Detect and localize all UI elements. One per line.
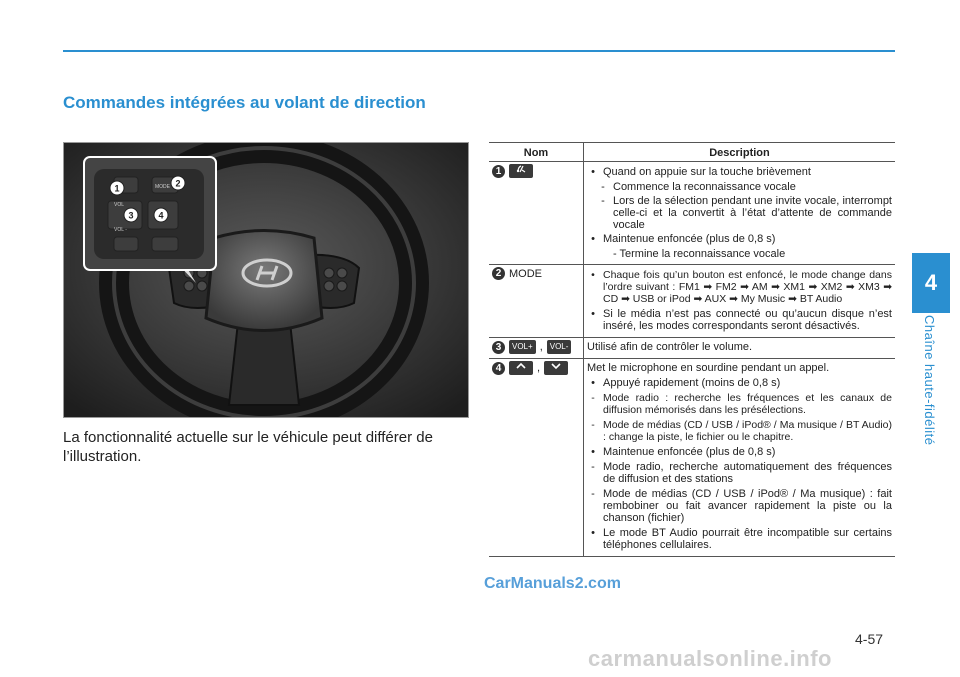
row-1-item-1: Quand on appuie sur la touche brièvement (603, 166, 811, 178)
row-2-description: • Chaque fois qu’un bouton est enfoncé, le mode change dans l’ordre suivant : FM1 ➡ FM2 ➡ AM ➡ XM1 ➡ XM2 ➡ XM3 ➡ CD ➡ USB or iPod ➡ AUX ➡ My Music ➡ BT Audio • Si le média n’est pas connecté ou qu’aucun disque n’est inséré, les modes correspondants seront désactivés. (591, 269, 892, 332)
controls-table (489, 142, 895, 557)
watermark-carmanualsonline: carmanualsonline.info (588, 646, 832, 671)
vol-down-key: VOL- (547, 340, 572, 354)
row-4-item-6: Mode radio, recherche automatiquement des fréquences de diffusion et des stations (603, 461, 892, 485)
chapter-number: 4 (924, 270, 938, 295)
key-separator: , (537, 362, 541, 374)
table-row (489, 359, 895, 557)
row-1-item-5: - Termine la reconnaissance vocale (613, 248, 786, 260)
row-3-item-1: Utilisé afin de contrôler le volume. (587, 341, 753, 353)
row-1-name (489, 162, 584, 265)
row-4-item-7: Mode de médias (CD / USB / iPod® / Ma musique) : fait rembobiner ou fait avancer rapidement la piste ou la chanson (fichier) (603, 488, 892, 524)
watermark-carmanuals2: CarManuals2.com (484, 575, 621, 592)
row-number-2: 2 (492, 267, 505, 280)
row-4-name (489, 359, 584, 557)
top-rule (63, 50, 895, 52)
chapter-tab (912, 253, 950, 313)
row-1-item-4: Maintenue enfoncée (plus de 0,8 s) (603, 233, 776, 245)
row-4-item-8: Le mode BT Audio pourrait être incompatible sur certains téléphones cellulaires. (603, 527, 892, 551)
header-description: Description (709, 147, 770, 159)
chevron-down-icon (544, 361, 568, 375)
row-2-item-2: Si le média n’est pas connecté ou qu’aucun disque n’est inséré, les modes correspondants seront désactivés. (603, 308, 892, 332)
vol-up-key: VOL+ (509, 340, 536, 354)
section-title: Commandes intégrées au volant de direction (63, 93, 426, 112)
table-row (489, 162, 895, 265)
row-4-item-2: Appuyé rapidement (moins de 0,8 s) (603, 377, 781, 389)
voice-recognition-icon (509, 164, 533, 178)
row-3-description (584, 338, 896, 359)
vol-switch-label: VOL (114, 202, 125, 208)
chapter-label: Chaîne haute-fidélité (922, 315, 937, 446)
callout-1: 1 (114, 183, 120, 194)
steering-wheel-illustration (63, 142, 469, 418)
row-2-item-1: Chaque fois qu’un bouton est enfoncé, le mode change dans l’ordre suivant : FM1 ➡ FM2 ➡ AM ➡ XM1 ➡ XM2 ➡ XM3 ➡ CD ➡ USB or iPod ➡ AUX ➡ My Music ➡ BT Audio (603, 269, 892, 305)
callout-2: 2 (175, 178, 181, 189)
row-1-item-2: Commence la reconnaissance vocale (613, 181, 796, 193)
row-3-name (489, 338, 584, 359)
row-number-4: 4 (492, 362, 505, 375)
row-number-1: 1 (492, 165, 505, 178)
table-header-row (489, 143, 895, 162)
mode-label: MODE (509, 267, 542, 280)
row-1-description: • Quand on appuie sur la touche brièvement - Commence la reconnaissance vocale - Lors de la sélection pendant une invite vocale, interrompt celle-ci et la convertit à l’état d’attente de commande vocale • Maintenue enfoncée (plus de 0,8 s) - Termine la reconnaissance vocale (591, 166, 892, 260)
steering-wheel-drawing (64, 143, 468, 417)
key-separator: , (539, 341, 543, 353)
row-1-item-3: Lors de la sélection pendant une invite vocale, interrompt celle-ci et la convertit à l’état d’attente de commande vocale (613, 195, 892, 231)
header-name: Nom (489, 143, 584, 162)
vol-minus-switch-label: VOL - (114, 227, 127, 233)
page-number: 4-57 (855, 631, 884, 647)
mode-switch-label: MODE (155, 184, 170, 190)
row-4-description: Met le microphone en sourdine pendant un appel. • Appuyé rapidement (moins de 0,8 s) - Mode radio : recherche les fréquences et les canaux de diffusion mémorisés dans les présélections. - Mode de médias (CD / USB / iPod® / Ma musique / BT Audio) : change la piste, le fichier ou le chapitre. • Maintenue enfoncée (plus de 0,8 s) - Mode radio, recherche automatiquement des fréquences de diffusion et des stations - Mode de médias (CD / USB / iPod® / Ma musique) : fait rembobiner ou fait avancer rapidement la piste ou la chanson (fichier) • Le mode BT Audio pourrait être incompatible sur certains téléphones cellulaires. (587, 362, 892, 551)
row-2-name (489, 265, 584, 338)
callout-3: 3 (128, 210, 134, 221)
chevron-up-icon (509, 361, 533, 375)
row-4-item-1: Met le microphone en sourdine pendant un appel. (587, 362, 830, 374)
table-row (489, 338, 895, 359)
callout-4: 4 (158, 210, 164, 221)
figure-caption: La fonctionnalité actuelle sur le véhicule peut différer de l’illustration. (63, 429, 433, 465)
row-number-3: 3 (492, 341, 505, 354)
table-row (489, 265, 895, 338)
row-4-item-5: Maintenue enfoncée (plus de 0,8 s) (603, 446, 776, 458)
row-4-item-4: Mode de médias (CD / USB / iPod® / Ma musique / BT Audio) : change la piste, le fichier ou le chapitre. (603, 419, 892, 443)
row-4-item-3: Mode radio : recherche les fréquences et les canaux de diffusion mémorisés dans les présélections. (603, 392, 892, 416)
